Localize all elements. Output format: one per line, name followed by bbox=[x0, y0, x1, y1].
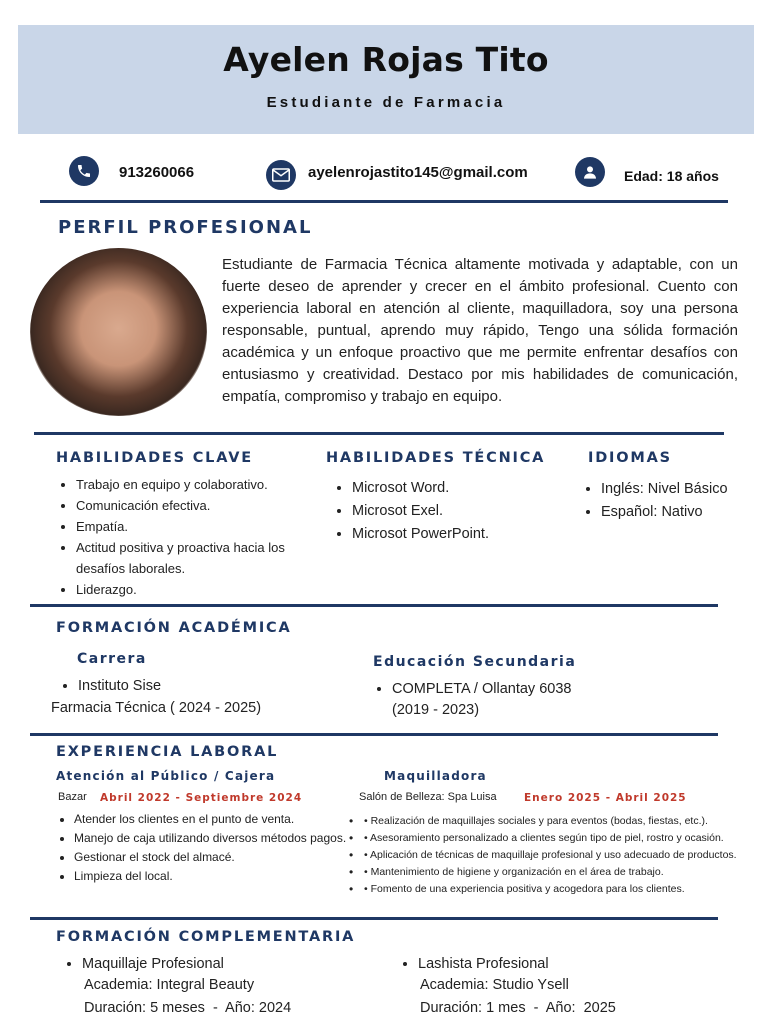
phone-icon bbox=[69, 156, 99, 186]
job1-dates: Abril 2022 - Septiembre 2024 bbox=[100, 792, 303, 804]
profile-photo bbox=[30, 248, 207, 416]
secondary-title: Educación Secundaria bbox=[373, 654, 577, 670]
course2-list bbox=[398, 953, 549, 976]
skills-key-list bbox=[56, 474, 336, 600]
divider bbox=[34, 432, 724, 435]
education-title: FORMACIÓN ACADÉMICA bbox=[56, 620, 292, 636]
list-item: • Atender los clientes en el punto de venta. bbox=[74, 810, 364, 829]
candidate-name: Ayelen Rojas Tito bbox=[223, 40, 549, 79]
profile-title: PERFIL PROFESIONAL bbox=[58, 217, 313, 238]
list-item: • Gestionar el stock del almacé. bbox=[74, 848, 364, 867]
skills-tech-list bbox=[332, 477, 582, 546]
job2-dates: Enero 2025 - Abril 2025 bbox=[524, 792, 687, 804]
list-item: • Empatía. bbox=[76, 516, 336, 537]
list-item: • • Asesoramiento personalizado a clientes según tipo de piel, rostro y ocasión. bbox=[352, 830, 760, 847]
course1-list bbox=[62, 953, 224, 976]
divider bbox=[30, 917, 718, 920]
experience-title: EXPERIENCIA LABORAL bbox=[56, 744, 279, 760]
complementary-title: FORMACIÓN COMPLEMENTARIA bbox=[56, 929, 356, 945]
list-item: • Microsot Exel. bbox=[352, 500, 582, 523]
list-item: • Actitud positiva y proactiva hacia los desafíos laborales. bbox=[76, 537, 336, 579]
course2-academy: Academia: Studio Ysell bbox=[420, 977, 569, 993]
career-detail: Farmacia Técnica ( 2024 - 2025) bbox=[51, 700, 262, 716]
secondary-list bbox=[372, 678, 571, 701]
job1-role: Atención al Público / Cajera bbox=[56, 769, 276, 783]
job2-role: Maquilladora bbox=[384, 769, 487, 783]
person-icon bbox=[575, 157, 605, 187]
course1-academy: Academia: Integral Beauty bbox=[84, 977, 255, 993]
divider bbox=[40, 200, 728, 203]
career-title: Carrera bbox=[77, 651, 147, 667]
languages-list bbox=[581, 478, 768, 524]
job1-list bbox=[56, 810, 364, 886]
list-item: • Lashista Profesional bbox=[418, 953, 549, 976]
course1-duration: Duración: 5 meses - Año: 2024 bbox=[84, 1000, 292, 1016]
skills-key-title: HABILIDADES CLAVE bbox=[56, 450, 253, 466]
list-item: • Maquillaje Profesional bbox=[82, 953, 224, 976]
list-item: • Trabajo en equipo y colaborativo. bbox=[76, 474, 336, 495]
career-list bbox=[58, 675, 161, 698]
divider bbox=[30, 604, 718, 607]
job2-list bbox=[352, 813, 760, 898]
list-item: • Español: Nativo bbox=[601, 501, 768, 524]
divider bbox=[30, 733, 718, 736]
list-item: • • Aplicación de técnicas de maquillaje profesional y uso adecuado de productos. bbox=[352, 847, 760, 864]
job2-place: Salón de Belleza: Spa Luisa bbox=[359, 791, 497, 803]
profile-text: Estudiante de Farmacia Técnica altamente motivada y adaptable, con un fuerte deseo de aprender y crecer en el ámbito profesional. Cuento con experiencia laboral en atención al cliente, maquilladora, soy una persona responsable, puntual, aprendo muy rápido, Tengo una sólida formación académica y un enfoque proactivo que me permite enfrentar desafíos con entusiasmo y creatividad. Destaco por mis habilidades de comunicación, empatía, compromiso y trabajo en equipo. bbox=[222, 256, 738, 405]
languages-title: IDIOMAS bbox=[588, 450, 672, 466]
list-item: • • Realización de maquillajes sociales y para eventos (bodas, fiestas, etc.). bbox=[352, 813, 760, 830]
phone-number: 913260066 bbox=[119, 164, 195, 181]
list-item: • • Mantenimiento de higiene y organización en el área de trabajo. bbox=[352, 864, 760, 881]
list-item: • COMPLETA / Ollantay 6038 bbox=[392, 678, 571, 701]
email-icon bbox=[266, 160, 296, 190]
email-address: ayelenrojastito145@gmail.com bbox=[308, 164, 528, 181]
secondary-detail: (2019 - 2023) bbox=[392, 702, 480, 718]
course2-duration: Duración: 1 mes - Año: 2025 bbox=[420, 1000, 616, 1016]
list-item: • Microsot PowerPoint. bbox=[352, 523, 582, 546]
age-text: Edad: 18 años bbox=[624, 168, 719, 184]
skills-tech-title: HABILIDADES TÉCNICA bbox=[326, 450, 546, 466]
list-item: • Manejo de caja utilizando diversos métodos pagos. bbox=[74, 829, 364, 848]
list-item: • Inglés: Nivel Básico bbox=[601, 478, 768, 501]
candidate-subtitle: Estudiante de Farmacia bbox=[266, 94, 506, 111]
list-item: • Instituto Sise bbox=[78, 675, 161, 698]
job1-place: Bazar bbox=[58, 791, 87, 803]
list-item: • • Fomento de una experiencia positiva y acogedora para los clientes. bbox=[352, 881, 760, 898]
list-item: • Microsot Word. bbox=[352, 477, 582, 500]
list-item: • Comunicación efectiva. bbox=[76, 495, 336, 516]
list-item: • Liderazgo. bbox=[76, 579, 336, 600]
list-item: • Limpieza del local. bbox=[74, 867, 364, 886]
